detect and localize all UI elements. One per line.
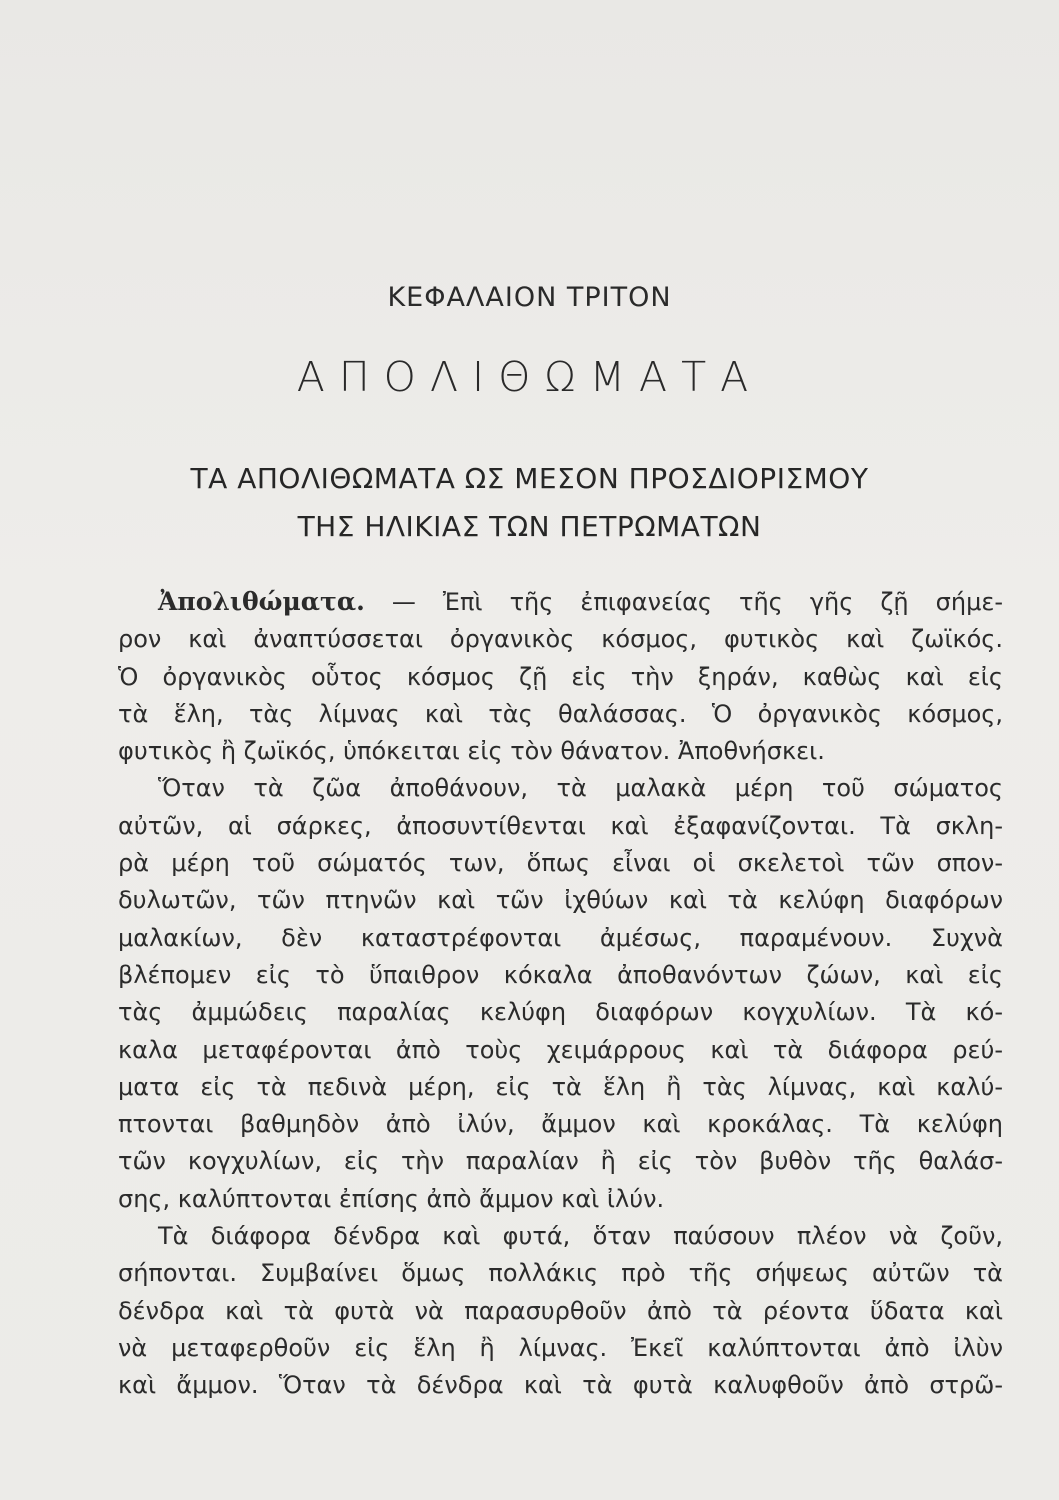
section-heading bbox=[0, 455, 1059, 551]
paragraph-line: ματα εἰς τὰ πεδινὰ μέρη, εἰς τὰ ἕλη ἢ τὰς λίμνας, καὶ καλύ- bbox=[118, 1072, 1003, 1101]
paragraph-line: τὰ ἕλη, τὰς λίμνας καὶ τὰς θαλάσσας. Ὁ ὀργανικὸς κόσμος, bbox=[118, 699, 1003, 728]
paragraph-line: τῶν κογχυλίων, εἰς τὴν παραλίαν ἢ εἰς τὸν βυθὸν τῆς θαλάσ- bbox=[118, 1147, 1003, 1176]
paragraph-line: Ὁ ὀργανικὸς οὗτος κόσμος ζῇ εἰς τὴν ξηράν, καθὼς καὶ εἰς bbox=[118, 662, 1003, 691]
paragraph-line: σης, καλύπτονται ἐπίσης ἀπὸ ἄμμον καὶ ἰλύν. bbox=[118, 1184, 665, 1213]
paragraph-line bbox=[118, 583, 1003, 621]
paragraph-line: μαλακίων, δὲν καταστρέφονται ἀμέσως, παραμένουν. Συχνὰ bbox=[118, 923, 1003, 952]
body-text bbox=[118, 583, 1003, 1405]
chapter-label: ΚΕΦΑΛΑΙΟΝ ΤΡΙΤΟΝ bbox=[387, 282, 672, 313]
paragraph-line: νὰ μεταφερθοῦν εἰς ἕλη ἢ λίμνας. Ἐκεῖ καλύπτονται ἀπὸ ἰλὺν bbox=[118, 1333, 1003, 1362]
paragraph-line: καὶ ἄμμον. Ὅταν τὰ δένδρα καὶ τὰ φυτὰ καλυφθοῦν ἀπὸ στρῶ- bbox=[118, 1371, 1003, 1400]
paragraph-text: — Ἐπὶ τῆς ἐπιφανείας τῆς γῆς ζῇ σήμε- bbox=[391, 588, 1004, 616]
paragraph-line: αὐτῶν, αἱ σάρκες, ἀποσυντίθενται καὶ ἐξαφανίζονται. Τὰ σκλη- bbox=[118, 811, 1003, 840]
chapter-title: ΑΠΟΛΙΘΩΜΑΤΑ bbox=[296, 353, 763, 401]
paragraph-line: σήπονται. Συμβαίνει ὅμως πολλάκις πρὸ τῆς σήψεως αὐτῶν τὰ bbox=[118, 1259, 1003, 1288]
paragraph-line: Ὅταν τὰ ζῶα ἀποθάνουν, τὰ μαλακὰ μέρη τοῦ σώματος bbox=[158, 774, 1003, 803]
paragraph-line: δυλωτῶν, τῶν πτηνῶν καὶ τῶν ἰχθύων καὶ τὰ κελύφη διαφόρων bbox=[118, 886, 1003, 915]
paragraph-line: δένδρα καὶ τὰ φυτὰ νὰ παρασυρθοῦν ἀπὸ τὰ ρέοντα ὕδατα καὶ bbox=[118, 1296, 1003, 1325]
paragraph-line: Τὰ διάφορα δένδρα καὶ φυτά, ὅταν παύσουν πλέον νὰ ζοῦν, bbox=[158, 1222, 1003, 1251]
paragraph-line: καλα μεταφέρονται ἀπὸ τοὺς χειμάρρους καὶ τὰ διάφορα ρεύ- bbox=[118, 1035, 1003, 1064]
section-heading-line: ΤΑ ΑΠΟΛΙΘΩΜΑΤΑ ΩΣ ΜΕΣΟΝ ΠΡΟΣΔΙΟΡΙΣΜΟΥ bbox=[190, 462, 869, 495]
paragraph-line: φυτικὸς ἢ ζωϊκός, ὑπόκειται εἰς τὸν θάνατον. Ἀποθνήσκει. bbox=[118, 737, 825, 766]
paragraph-line: ρον καὶ ἀναπτύσσεται ὀργανικὸς κόσμος, φυτικὸς καὶ ζωϊκός. bbox=[118, 625, 1003, 654]
paragraph-line: τὰς ἀμμώδεις παραλίας κελύφη διαφόρων κογχυλίων. Τὰ κό- bbox=[118, 998, 1003, 1027]
paragraph-line: πτονται βαθμηδὸν ἀπὸ ἰλύν, ἄμμον καὶ κροκάλας. Τὰ κελύφη bbox=[118, 1110, 1003, 1139]
paragraph-line: βλέπομεν εἰς τὸ ὕπαιθρον κόκαλα ἀποθανόντων ζώων, καὶ εἰς bbox=[118, 960, 1003, 989]
paragraph-line: ρὰ μέρη τοῦ σώματός των, ὅπως εἶναι οἱ σκελετοὶ τῶν σπον- bbox=[118, 849, 1003, 878]
section-heading-line: ΤΗΣ ΗΛΙΚΙΑΣ ΤΩΝ ΠΕΤΡΩΜΑΤΩΝ bbox=[297, 510, 762, 543]
paragraph-lead-in: Ἀπολιθώματα. bbox=[158, 587, 365, 616]
